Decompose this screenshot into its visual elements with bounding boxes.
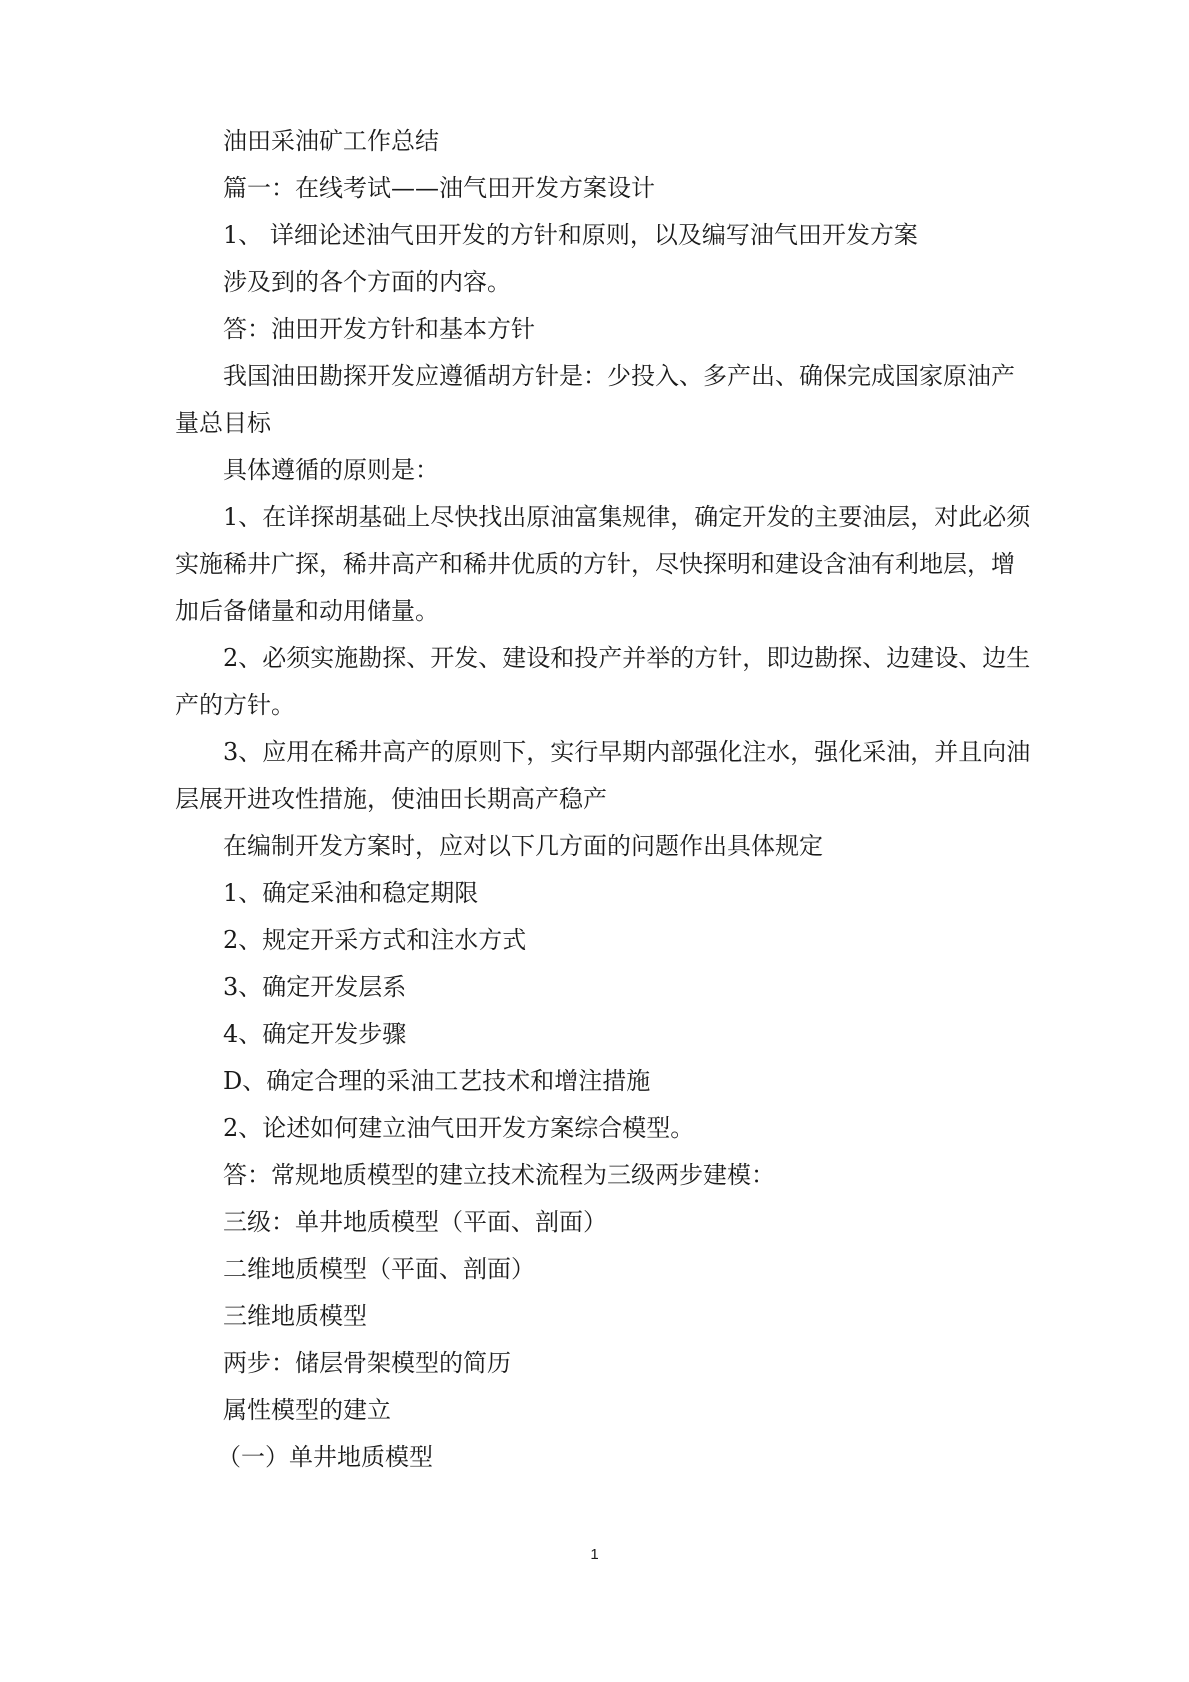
text-line: 答：油田开发方针和基本方针 — [223, 315, 535, 343]
text-line: 3、应用在稀井高产的原则下，实行早期内部强化注水，强化采油，并且向油 — [223, 738, 1031, 766]
text-line: 具体遵循的原则是： — [223, 456, 439, 484]
text-line: 在编制开发方案时，应对以下几方面的问题作出具体规定 — [223, 832, 823, 860]
text-line: 属性模型的建立 — [223, 1396, 391, 1424]
text-line: 4、确定开发步骤 — [223, 1020, 407, 1048]
text-line: 2、必须实施勘探、开发、建设和投产并举的方针，即边勘探、边建设、边生 — [223, 644, 1031, 672]
text-line: 三维地质模型 — [223, 1302, 367, 1330]
text-line: 2、论述如何建立油气田开发方案综合模型。 — [223, 1114, 695, 1142]
text-line: 2、规定开采方式和注水方式 — [223, 926, 527, 954]
document-body — [175, 118, 1035, 1481]
document-title: 油田采油矿工作总结 — [223, 127, 439, 155]
text-line: 实施稀井广探，稀井高产和稀井优质的方针，尽快探明和建设含油有利地层，增 — [175, 550, 1015, 578]
text-line: 答：常规地质模型的建立技术流程为三级两步建模： — [223, 1161, 775, 1189]
text-line: 二维地质模型（平面、剖面） — [223, 1255, 535, 1283]
text-line: D、确定合理的采油工艺技术和增注措施 — [223, 1067, 651, 1095]
text-line: 产的方针。 — [175, 691, 295, 719]
text-line: 1、在详探胡基础上尽快找出原油富集规律，确定开发的主要油层，对此必须 — [223, 503, 1031, 531]
text-line: 加后备储量和动用储量。 — [175, 597, 439, 625]
text-line: 涉及到的各个方面的内容。 — [223, 268, 511, 296]
text-line: 篇一：在线考试——油气田开发方案设计 — [223, 174, 655, 202]
text-line: 层展开进攻性措施，使油田长期高产稳产 — [175, 785, 607, 813]
text-line: 我国油田勘探开发应遵循胡方针是：少投入、多产出、确保完成国家原油产 — [223, 362, 1015, 390]
text-line: 两步：储层骨架模型的简历 — [223, 1349, 511, 1377]
text-line: 3、确定开发层系 — [223, 973, 407, 1001]
text-line: （一）单井地质模型 — [217, 1443, 433, 1471]
text-line: 1、确定采油和稳定期限 — [223, 879, 479, 907]
text-line: 1、 详细论述油气田开发的方针和原则，以及编写油气田开发方案 — [223, 221, 918, 249]
page-number: 1 — [590, 1546, 599, 1563]
text-line: 量总目标 — [175, 409, 271, 437]
text-line: 三级：单井地质模型（平面、剖面） — [223, 1208, 607, 1236]
